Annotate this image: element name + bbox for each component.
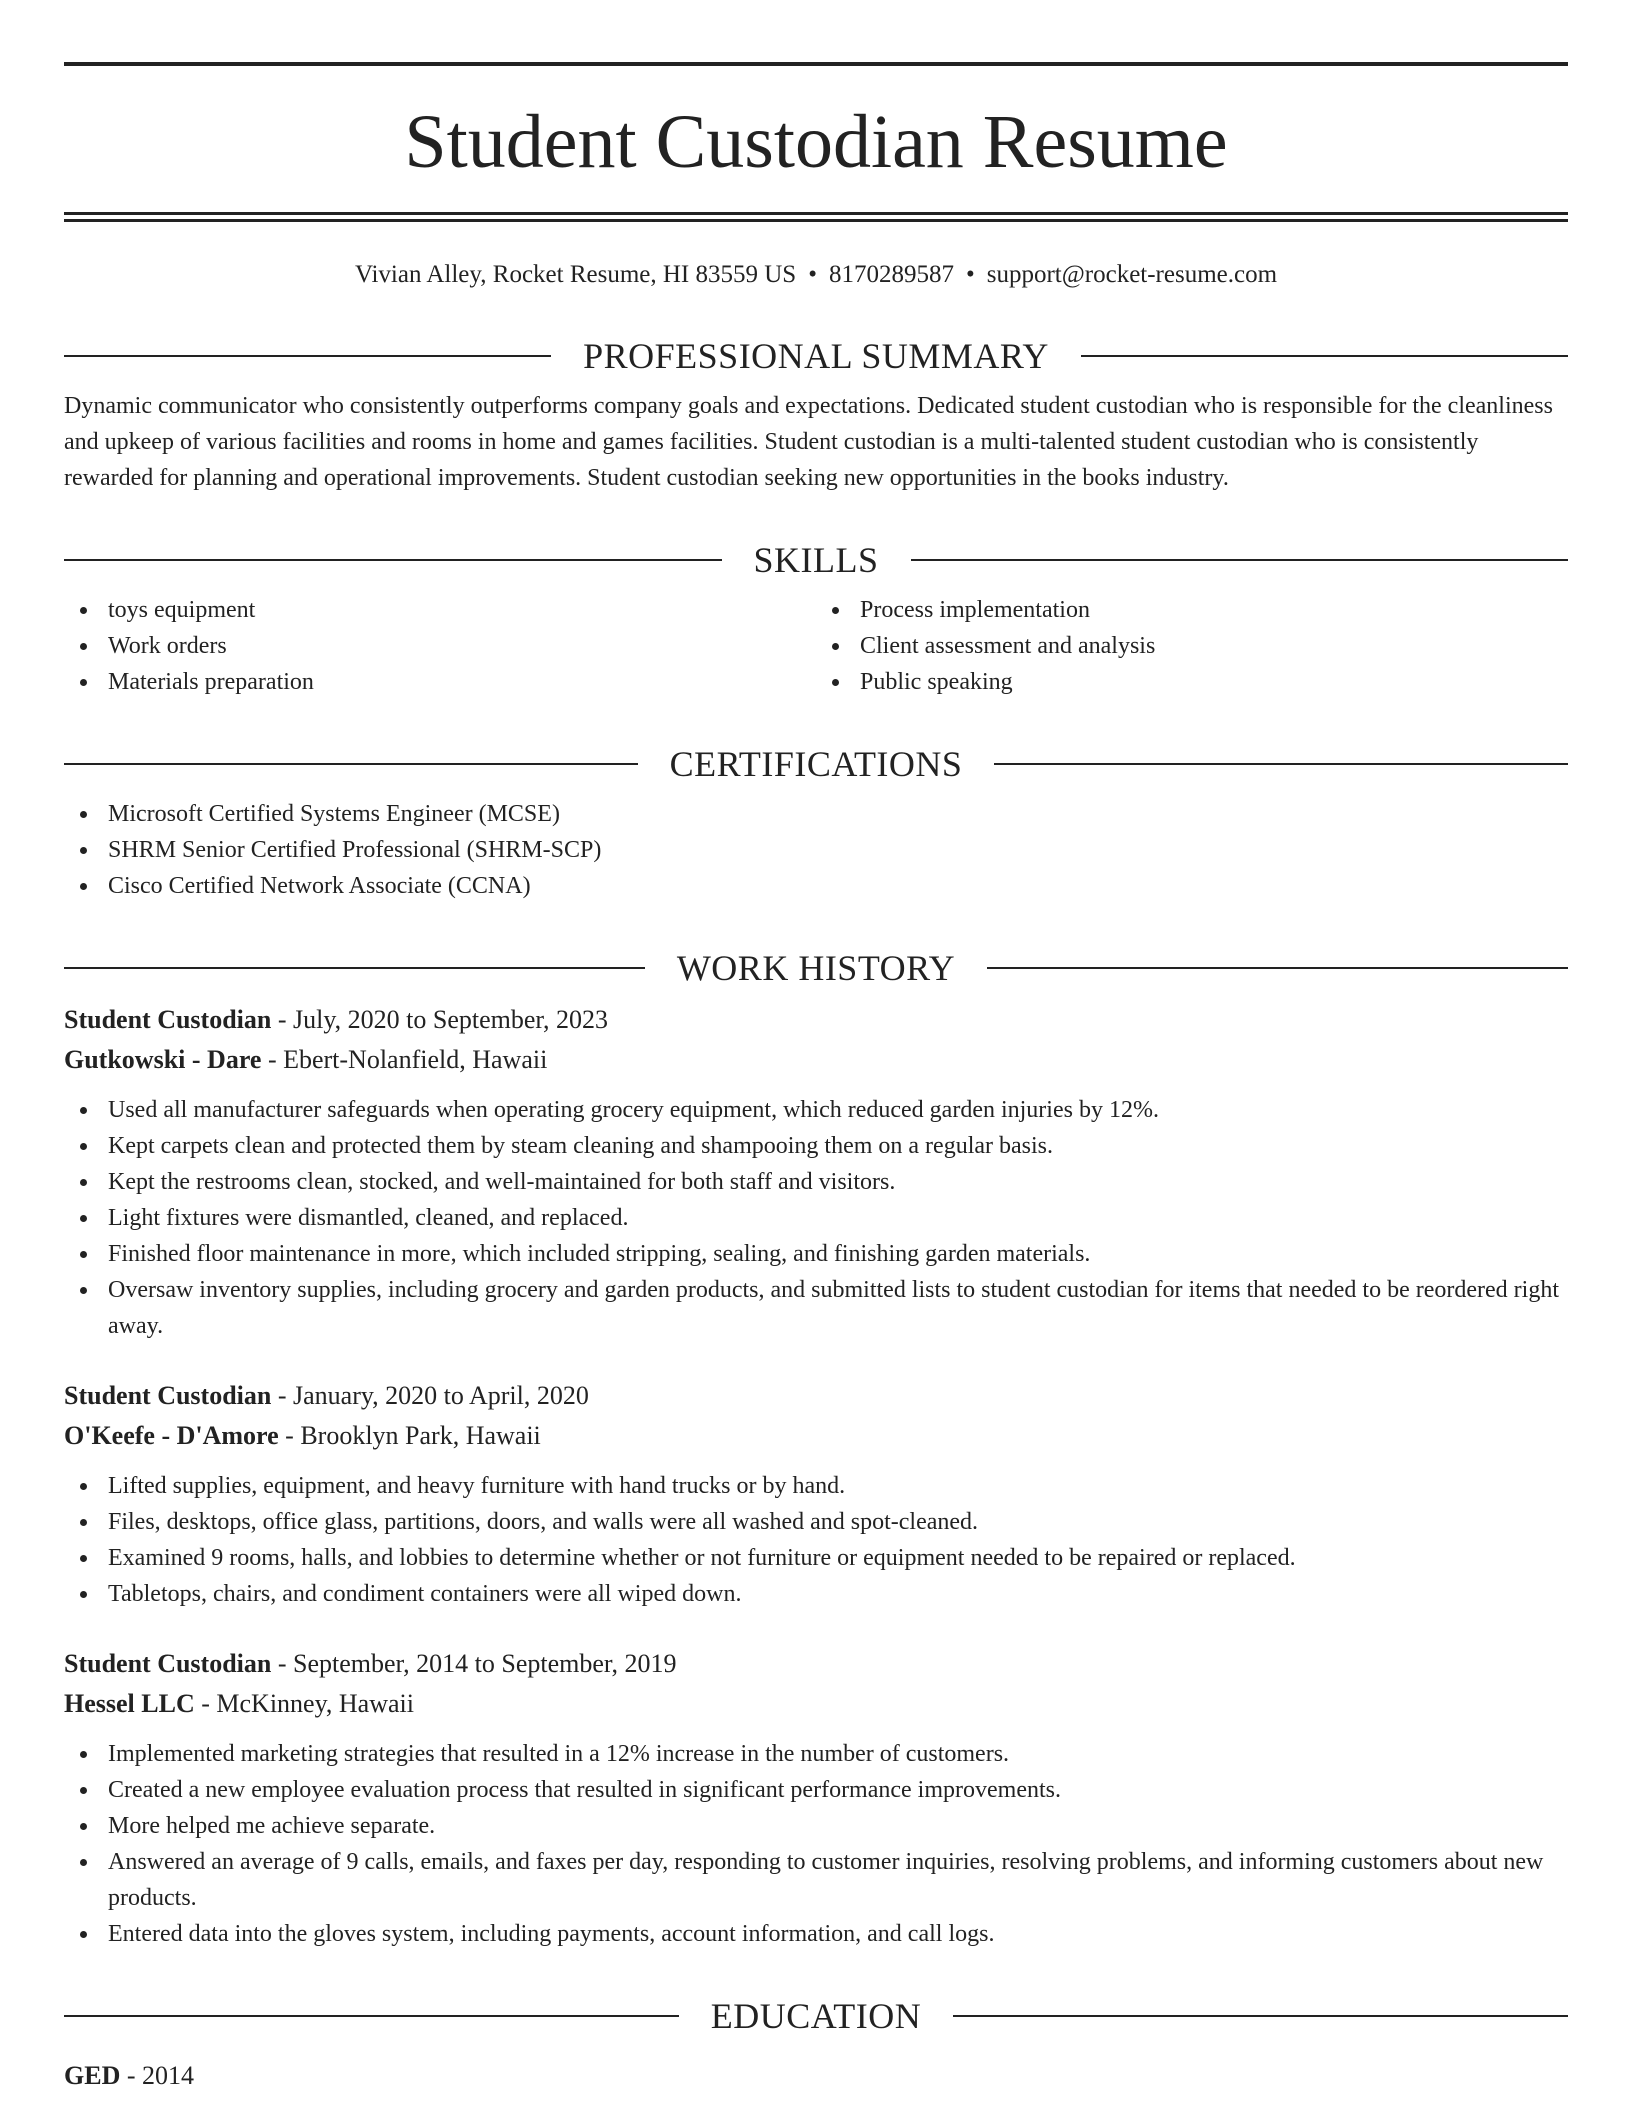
summary-text: Dynamic communicator who consistently outperforms company goals and expectations. Dedicated student custodian who is responsible for the cleanliness and upkeep of various facilities and rooms in home and games facilities. Student custodian is a multi-talented student custodian who is consistently rewarded for planning and operational improvements. Student custodian seeking new opportunities in the books industry.	[64, 393, 1553, 491]
job-bullet: Oversaw inventory supplies, including grocery and garden products, and submitted lists to student custodian for items that needed to be reordered right away.	[64, 1272, 1568, 1344]
heading-rule-right	[911, 559, 1569, 561]
skill-item: Materials preparation	[64, 664, 816, 700]
job-title: Student Custodian	[64, 1649, 272, 1678]
job-bullet: More helped me achieve separate.	[64, 1808, 1568, 1844]
job-company: Gutkowski - Dare	[64, 1045, 262, 1074]
education-degree: GED	[64, 2061, 121, 2090]
heading-rule-right	[994, 763, 1568, 765]
job-title-line	[64, 1376, 1568, 1416]
certification-item: Cisco Certified Network Associate (CCNA)	[64, 868, 1568, 904]
skills-heading-label: SKILLS	[753, 540, 879, 580]
job-location: - Brooklyn Park, Hawaii	[285, 1421, 541, 1450]
job-entry	[64, 1376, 1568, 1612]
job-location: - Ebert-Nolanfield, Hawaii	[267, 1045, 548, 1074]
job-bullets	[64, 1092, 1568, 1344]
heading-rule-right	[987, 967, 1568, 969]
job-bullet: Files, desktops, office glass, partitions, doors, and walls were all washed and spot-cleaned.	[64, 1504, 1568, 1540]
job-company-line	[64, 1684, 1568, 1724]
job-bullets	[64, 1736, 1568, 1952]
skills-heading	[64, 540, 1568, 580]
job-title-line	[64, 1000, 1568, 1040]
job-bullet: Answered an average of 9 calls, emails, and faxes per day, responding to customer inquiries, resolving problems, and informing customers about new products.	[64, 1844, 1568, 1916]
certifications-heading-label: CERTIFICATIONS	[669, 744, 963, 784]
education-heading	[64, 1996, 1568, 2036]
job-company: O'Keefe - D'Amore	[64, 1421, 279, 1450]
heading-rule-left	[64, 763, 638, 765]
title-double-rule	[64, 212, 1568, 222]
heading-rule-left	[64, 355, 551, 357]
job-bullet: Tabletops, chairs, and condiment containers were all wiped down.	[64, 1576, 1568, 1612]
heading-rule-left	[64, 2015, 679, 2017]
job-bullet: Kept the restrooms clean, stocked, and well-maintained for both staff and visitors.	[64, 1164, 1568, 1200]
job-company-line	[64, 1416, 1568, 1456]
work-history-heading	[64, 948, 1568, 988]
skills-list-left	[64, 592, 816, 700]
skill-item: Work orders	[64, 628, 816, 664]
education-year: - 2014	[126, 2061, 195, 2090]
job-bullet: Implemented marketing strategies that resulted in a 12% increase in the number of customers.	[64, 1736, 1568, 1772]
skills-list-right	[816, 592, 1568, 700]
heading-rule-right	[1081, 355, 1568, 357]
job-company-line	[64, 1040, 1568, 1080]
job-company: Hessel LLC	[64, 1689, 195, 1718]
job-bullet: Kept carpets clean and protected them by steam cleaning and shampooing them on a regular basis.	[64, 1128, 1568, 1164]
contact-email: support@rocket-resume.com	[986, 261, 1278, 288]
heading-rule-left	[64, 967, 645, 969]
job-dates: - July, 2020 to September, 2023	[277, 1005, 609, 1034]
job-bullet: Light fixtures were dismantled, cleaned, and replaced.	[64, 1200, 1568, 1236]
work-history-heading-label: WORK HISTORY	[676, 948, 956, 988]
certifications-heading	[64, 744, 1568, 784]
education-entry	[64, 2056, 1568, 2096]
certification-item: SHRM Senior Certified Professional (SHRM-SCP)	[64, 832, 1568, 868]
job-bullet: Lifted supplies, equipment, and heavy furniture with hand trucks or by hand.	[64, 1468, 1568, 1504]
job-title: Student Custodian	[64, 1381, 272, 1410]
contact-address: Vivian Alley, Rocket Resume, HI 83559 US	[354, 261, 797, 288]
skills-grid	[64, 592, 1568, 700]
job-bullet: Entered data into the gloves system, including payments, account information, and call logs.	[64, 1916, 1568, 1952]
job-title: Student Custodian	[64, 1005, 272, 1034]
skill-item: Public speaking	[816, 664, 1568, 700]
heading-rule-right	[953, 2015, 1568, 2017]
job-bullets	[64, 1468, 1568, 1612]
job-dates: - January, 2020 to April, 2020	[277, 1381, 589, 1410]
certification-item: Microsoft Certified Systems Engineer (MCSE)	[64, 796, 1568, 832]
job-bullet: Examined 9 rooms, halls, and lobbies to determine whether or not furniture or equipment needed to be repaired or replaced.	[64, 1540, 1568, 1576]
top-rule	[64, 62, 1568, 66]
job-bullet: Used all manufacturer safeguards when operating grocery equipment, which reduced garden injuries by 12%.	[64, 1092, 1568, 1128]
certifications-list	[64, 796, 1568, 904]
contact-separator: •	[808, 261, 817, 288]
skill-item: Client assessment and analysis	[816, 628, 1568, 664]
heading-rule-left	[64, 559, 722, 561]
job-location: - McKinney, Hawaii	[201, 1689, 414, 1718]
job-title-line	[64, 1644, 1568, 1684]
job-entry	[64, 1644, 1568, 1952]
education-heading-label: EDUCATION	[710, 1996, 922, 2036]
summary-heading-label: PROFESSIONAL SUMMARY	[583, 336, 1049, 376]
skill-item: toys equipment	[64, 592, 816, 628]
resume-title: Student Custodian Resume	[404, 100, 1228, 184]
contact-phone: 8170289587	[828, 261, 954, 288]
job-bullet: Created a new employee evaluation process that resulted in significant performance improvements.	[64, 1772, 1568, 1808]
contact-line	[64, 258, 1568, 292]
summary-heading	[64, 336, 1568, 376]
contact-separator: •	[965, 261, 975, 288]
job-dates: - September, 2014 to September, 2019	[277, 1649, 677, 1678]
skill-item: Process implementation	[816, 592, 1568, 628]
job-bullet: Finished floor maintenance in more, which included stripping, sealing, and finishing garden materials.	[64, 1236, 1568, 1272]
job-entry	[64, 1000, 1568, 1344]
